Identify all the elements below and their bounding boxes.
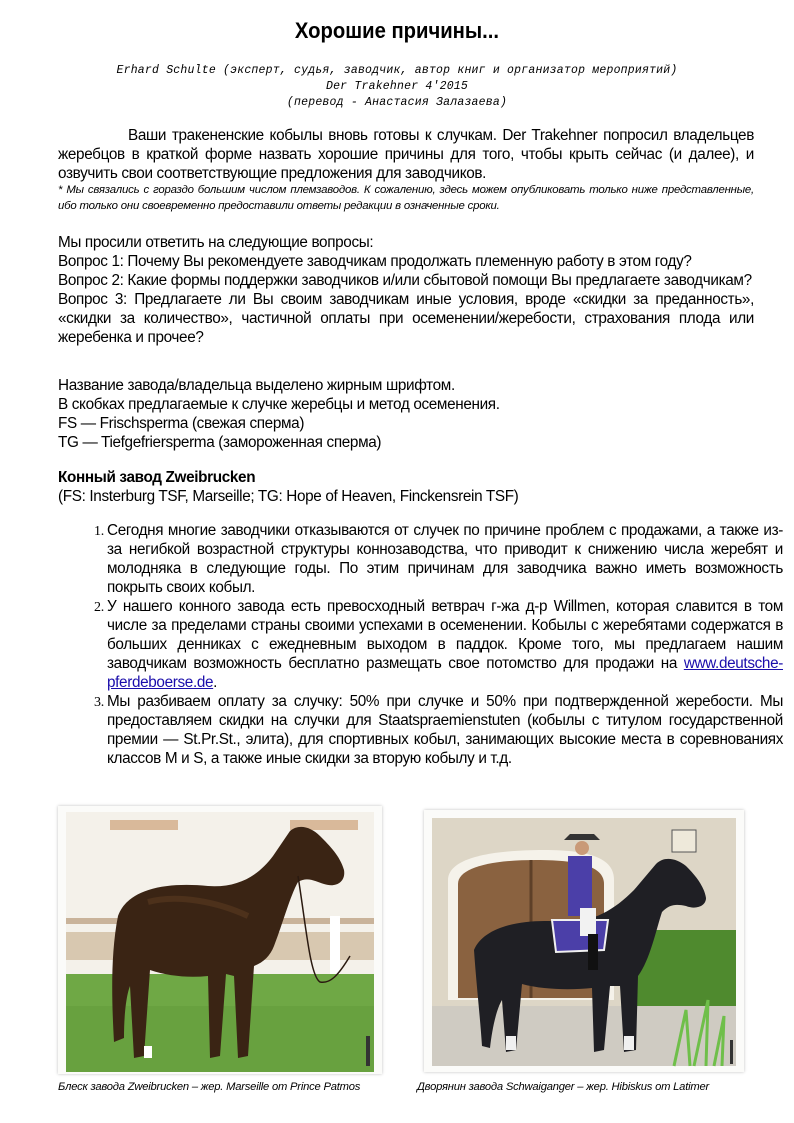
stud-name: Конный завод Zweibrucken xyxy=(58,469,256,486)
stud-stallions: (FS: Insterburg TSF, Marseille; TG: Hope of Heaven, Finckensrein TSF) xyxy=(58,488,519,505)
legend-line-2: В скобках предлагаемые к случке жеребцы и метод осеменения. xyxy=(58,396,500,413)
photo-caption-2: Дворянин завода Schwaiganger – жер. Hibiskus от Latimer xyxy=(417,1081,710,1093)
pferdeboerse-link[interactable]: www.deutsche-pferdeboerse.de xyxy=(107,655,783,691)
answer-3 xyxy=(107,692,783,768)
byline-author: Erhard Schulte (эксперт, судья, заводчик, автор книг и организатор мероприятий) xyxy=(116,64,678,77)
questions-lead: Мы просили ответить на следующие вопросы: xyxy=(58,234,374,251)
photo-hibiskus xyxy=(424,810,744,1072)
legend-line-3: FS — Frischsperma (свежая сперма) xyxy=(58,415,305,432)
question-1: Вопрос 1: Почему Вы рекомендуете заводчикам продолжать племенную работу в этом году? xyxy=(58,253,692,270)
answer-2-text: У нашего конного завода есть превосходный ветврач г-жа д-р Willmen, которая славится в том числе за пределами страны своими успехами в осеменении. Кобылы с жеребятами содержатся в больших денниках с ежедневным выходом в паддок. Кроме того, мы предлагаем нашим заводчикам возможность бесплатно размещать свое потомство для продажи на xyxy=(107,598,783,672)
legend-block xyxy=(58,376,754,452)
intro-paragraph: Ваши тракененские кобылы вновь готовы к случкам. Der Trakehner попросил владельцев жеребцов в краткой форме назвать хорошие причины для того, чтобы крыть сейчас (и далее), и озвучить свои соответствующие предложения для заводчиков. xyxy=(58,127,754,182)
byline-source: Der Trakehner 4'2015 xyxy=(325,80,469,93)
question-2: Вопрос 2: Какие формы поддержки заводчиков и/или сбытовой помощи Вы предлагаете заводчикам? xyxy=(58,272,752,289)
answer-1-text: Сегодня многие заводчики отказываются от случек по причине проблем с продажами, а также из-за негибкой возрастной структуры коннозаводства, что приводит к снижению числа жеребят и молодняка в следующие годы. По этим причинам для заводчика важно иметь возможность покрыть своих кобыл. xyxy=(107,522,783,596)
horse-rider-photo-image xyxy=(424,810,744,1072)
article-title: Хорошие причины... xyxy=(294,18,500,43)
legend-line-1: Название завода/владельца выделено жирным шрифтом. xyxy=(58,377,455,394)
question-3: Вопрос 3: Предлагаете ли Вы своим заводчикам иные условия, вроде «скидки за преданность», «скидки за количество», частичной оплаты при осеменении/жеребости, страхования плода или жеребенка и прочее? xyxy=(58,291,754,346)
answer-2 xyxy=(107,597,783,692)
photo-caption-1: Блеск завода Zweibrucken – жер. Marseille от Prince Patmos xyxy=(58,1081,361,1093)
photo-marseille xyxy=(58,806,382,1074)
byline-translation: (перевод - Анастасия Залазаева) xyxy=(286,96,508,109)
legend-line-4: TG — Tiefgefriersperma (замороженная сперма) xyxy=(58,434,382,451)
answer-2-end: . xyxy=(213,674,218,691)
questions-block xyxy=(58,233,754,347)
intro-footnote: * Мы связались с гораздо большим числом племзаводов. К сожалению, здесь можем опубликовать только ниже представленные, ибо только они своевременно предоставили ответы редакции в означенные сроки. xyxy=(58,184,754,212)
answers-list xyxy=(80,521,783,768)
horse-photo-image xyxy=(58,806,382,1074)
answer-1 xyxy=(107,521,783,597)
answer-3-text: Мы разбиваем оплату за случку: 50% при случке и 50% при подтвержденной жеребости. Мы предоставляем скидки на случки для Staatspraemienstuten (кобылы с титулом государственной премии — St.Pr.St., элита), для спортивных кобыл, занимающих высокие места в соревнованиях классов M и S, а также иные скидки за вторую кобылу и т.д. xyxy=(107,693,783,767)
stud-header xyxy=(58,468,754,506)
